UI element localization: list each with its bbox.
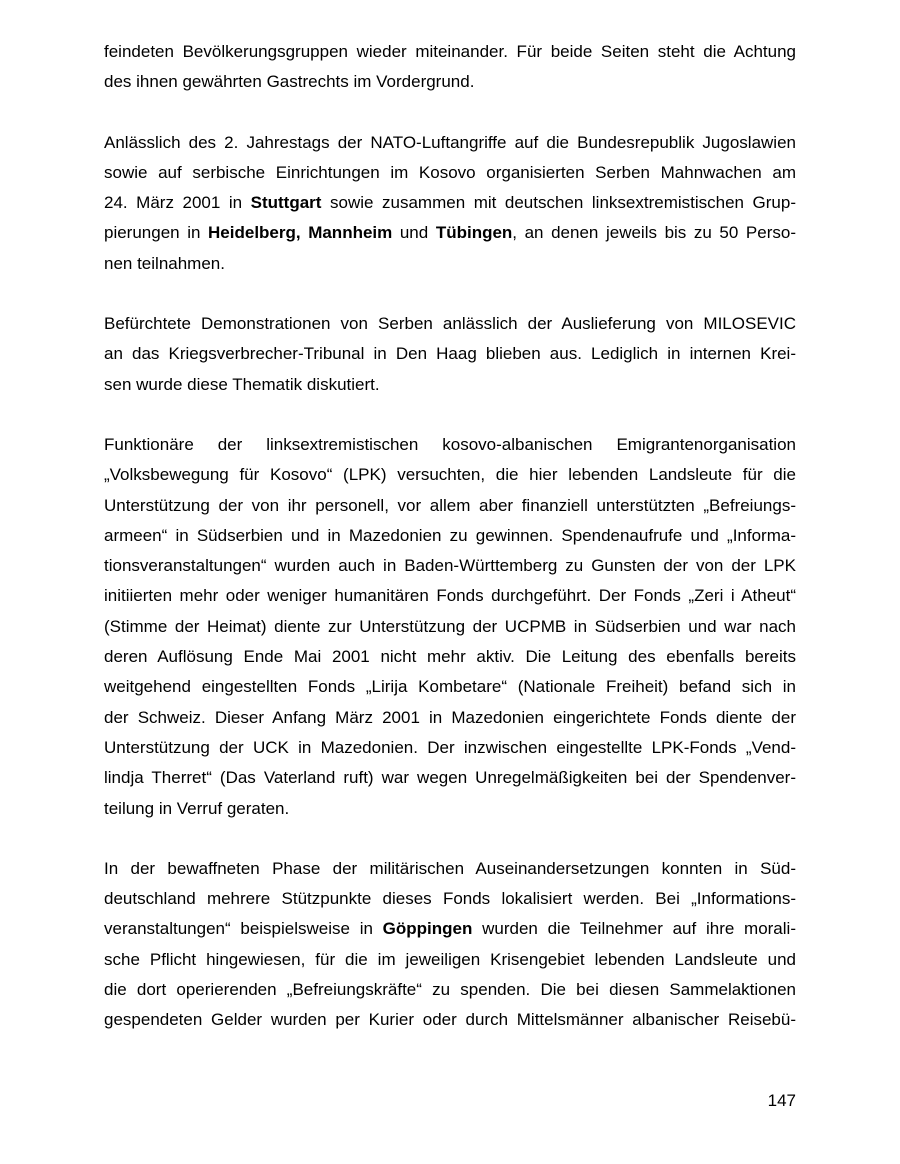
text-line [104,309,796,339]
text-line [104,794,796,824]
text-run: teilung in Verruf geraten. [104,798,290,818]
text-line [104,612,796,642]
text-run: und [392,223,436,243]
text-run: sowie auf serbische Einrichtungen im Kosovo organisierten Serben Mahnwachen am [104,162,796,182]
text-run: veranstaltungen“ beispielsweise in [104,919,383,939]
text-run: gespendeten Gelder wurden per Kurier oder durch Mittelsmänner albanischer Reisebü- [104,1010,796,1030]
text-run: Anlässlich des 2. Jahrestags der NATO-Luftangriffe auf die Bundesrepublik Jugoslawien [104,132,796,152]
text-run: an das Kriegsverbrecher-Tribunal in Den Haag blieben aus. Lediglich in internen Krei- [104,344,796,364]
paragraph [104,309,796,400]
bold-place-name: Stuttgart [250,193,322,213]
text-run: „Volksbewegung für Kosovo“ (LPK) versuchten, die hier lebenden Landsleute für die [104,465,796,485]
text-line [104,158,796,188]
text-run: sowie zusammen mit deutschen linksextremistischen Grup- [321,193,796,213]
text-run: Unterstützung der UCK in Mazedonien. Der inzwischen eingestellte LPK-Fonds „Vend- [104,737,796,757]
text-line [104,188,796,218]
bold-place-name: Heidelberg, Mannheim [208,223,393,243]
text-run: wurden die Teilnehmer auf ihre morali- [472,919,796,939]
text-line [104,128,796,158]
text-line [104,370,796,400]
text-line [104,733,796,763]
text-line [104,854,796,884]
body-text [104,37,796,1036]
text-line [104,914,796,944]
text-line [104,551,796,581]
bold-place-name: Tübingen [435,223,513,243]
text-line [104,67,796,97]
text-run: (Stimme der Heimat) diente zur Unterstützung der UCPMB in Südserbien und war nach [104,616,796,636]
paragraph [104,128,796,279]
text-line [104,460,796,490]
text-run: die dort operierenden „Befreiungskräfte“ zu spenden. Die bei diesen Sammelaktionen [104,980,796,1000]
text-line [104,672,796,702]
text-line [104,249,796,279]
text-line [104,339,796,369]
paragraph [104,37,796,98]
text-run: , an denen jeweils bis zu 50 Perso- [512,223,796,243]
text-line [104,218,796,248]
document-page [104,37,796,1036]
text-run: Befürchtete Demonstrationen von Serben anlässlich der Auslieferung von MILOSEVIC [104,314,796,334]
text-run: nen teilnahmen. [104,253,225,273]
text-line [104,1005,796,1035]
text-run: pierungen in [104,223,209,243]
text-run: feindeten Bevölkerungsgruppen wieder miteinander. Für beide Seiten steht die Achtung [104,42,796,61]
text-run: weitgehend eingestellten Fonds „Lirija Kombetare“ (Nationale Freiheit) befand sich in [104,677,796,697]
text-run: initiierten mehr oder weniger humanitären Fonds durchgeführt. Der Fonds „Zeri i Atheut“ [104,586,796,606]
text-run: sche Pflicht hingewiesen, für die im jeweiligen Krisengebiet lebenden Landsleute und [104,949,796,969]
text-line [104,521,796,551]
text-line [104,430,796,460]
text-line [104,884,796,914]
text-run: sen wurde diese Thematik diskutiert. [104,374,380,394]
text-line [104,581,796,611]
text-run: des ihnen gewährten Gastrechts im Vordergrund. [104,72,475,92]
text-run: der Schweiz. Dieser Anfang März 2001 in Mazedonien eingerichtete Fonds diente der [104,707,796,727]
text-run: deren Auflösung Ende Mai 2001 nicht mehr aktiv. Die Leitung des ebenfalls bereits [104,647,796,667]
bold-place-name: Göppingen [382,919,473,939]
text-run: In der bewaffneten Phase der militärischen Auseinandersetzungen konnten in Süd- [104,858,796,878]
text-line [104,642,796,672]
text-run: deutschland mehrere Stützpunkte dieses Fonds lokalisiert werden. Bei „Informations- [104,889,796,909]
text-run: armeen“ in Südserbien und in Mazedonien zu gewinnen. Spendenaufrufe und „Informa- [104,525,796,545]
text-line [104,491,796,521]
text-line [104,37,796,67]
text-run: lindja Therret“ (Das Vaterland ruft) war wegen Unregelmäßigkeiten bei der Spendenver- [104,768,796,788]
page-number: 147 [767,1091,796,1110]
paragraph [104,430,796,824]
text-line [104,763,796,793]
text-line [104,975,796,1005]
text-run: tionsveranstaltungen“ wurden auch in Baden-Württemberg zu Gunsten der von der LPK [104,556,796,576]
text-run: 24. März 2001 in [104,193,251,213]
text-line [104,703,796,733]
text-line [104,945,796,975]
text-run: Unterstützung der von ihr personell, vor allem aber finanziell unterstützten „Befreiungs- [104,495,796,515]
text-run: Funktionäre der linksextremistischen kosovo-albanischen Emigrantenorganisation [104,434,796,454]
paragraph [104,854,796,1036]
